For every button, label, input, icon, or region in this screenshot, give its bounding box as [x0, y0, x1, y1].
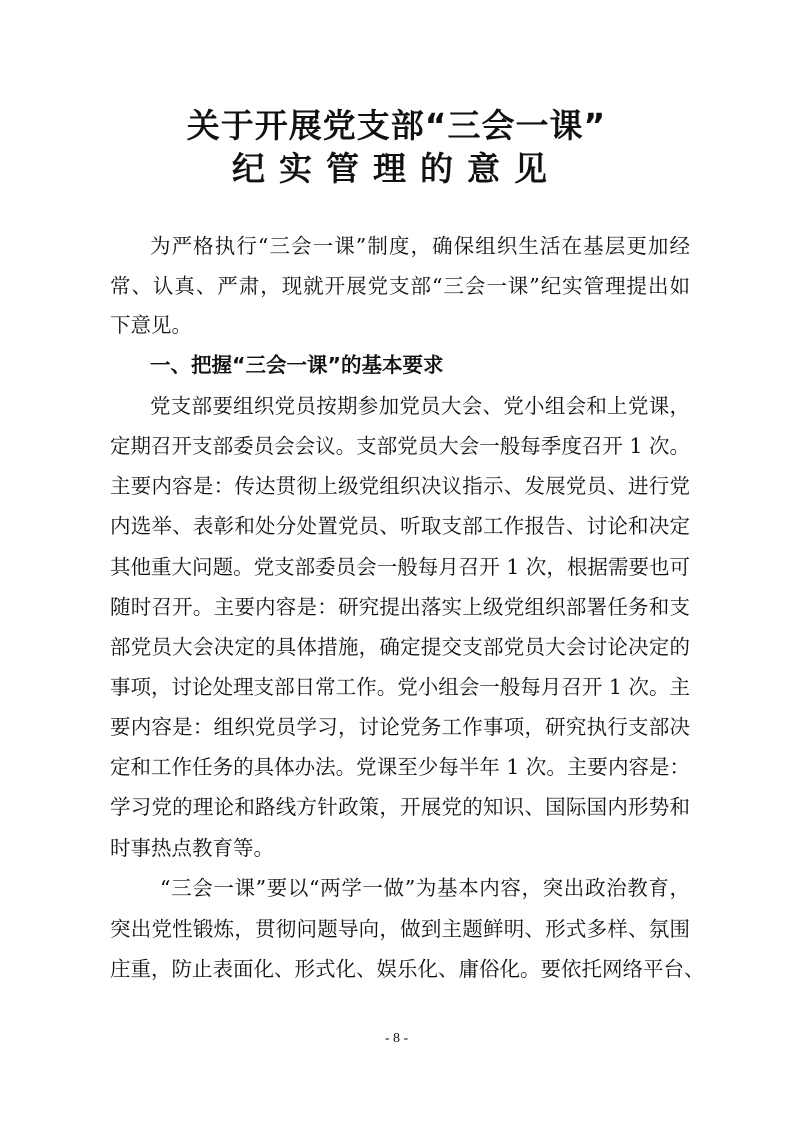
paragraph-line: 时事热点教育等。 — [110, 836, 274, 860]
paragraph-line: 庄重，防止表面化、形式化、娱乐化、庸俗化。要依托网络平台、 — [110, 957, 705, 981]
document-title-line-2: 纪实管理的意见 — [232, 149, 561, 188]
paragraph-line: 其他重大问题。党支部委员会一般每月召开 1 次，根据需要也可 — [110, 555, 690, 579]
paragraph-line: 随时召开。主要内容是：研究提出落实上级党组织部署任务和支 — [110, 595, 690, 619]
paragraph-line: 事项，讨论处理支部日常工作。党小组会一般每月召开 1 次。主 — [110, 675, 690, 699]
paragraph-line: 主要内容是：传达贯彻上级党组织决议指示、发展党员、进行党 — [110, 474, 690, 498]
paragraph-line: 学习党的理论和路线方针政策，开展党的知识、国际国内形势和 — [110, 795, 690, 819]
paragraph-line: 突出党性锻炼，贯彻问题导向，做到主题鲜明、形式多样、氛围 — [110, 917, 690, 941]
intro-line: 下意见。 — [110, 313, 192, 337]
paragraph-line: 要内容是：组织党员学习，讨论党务工作事项，研究执行支部决 — [110, 715, 690, 739]
intro-line: 常、认真、严肃，现就开展党支部“三会一课”纪实管理提出如 — [110, 274, 690, 298]
paragraph-line: 定和工作任务的具体办法。党课至少每半年 1 次。主要内容是： — [110, 755, 690, 779]
intro-line: 为严格执行“三会一课”制度，确保组织生活在基层更加经 — [150, 234, 690, 258]
paragraph-line: 定期召开支部委员会会议。支部党员大会一般每季度召开 1 次。 — [110, 434, 690, 458]
paragraph-line: 部党员大会决定的具体措施，确定提交支部党员大会讨论决定的 — [110, 635, 690, 659]
section-heading: 一、把握“三会一课”的基本要求 — [150, 353, 444, 377]
paragraph-line: 党支部要组织党员按期参加党员大会、党小组会和上党课， — [150, 394, 690, 418]
paragraph-line: 内选举、表彰和处分处置党员、听取支部工作报告、讨论和决定 — [110, 514, 690, 538]
page-number: - 8 - — [384, 1031, 409, 1046]
document-title-line-1: 关于开展党支部“三会一课” — [186, 106, 607, 145]
paragraph-line: “三会一课”要以“两学一做”为基本内容，突出政治教育， — [160, 876, 690, 900]
